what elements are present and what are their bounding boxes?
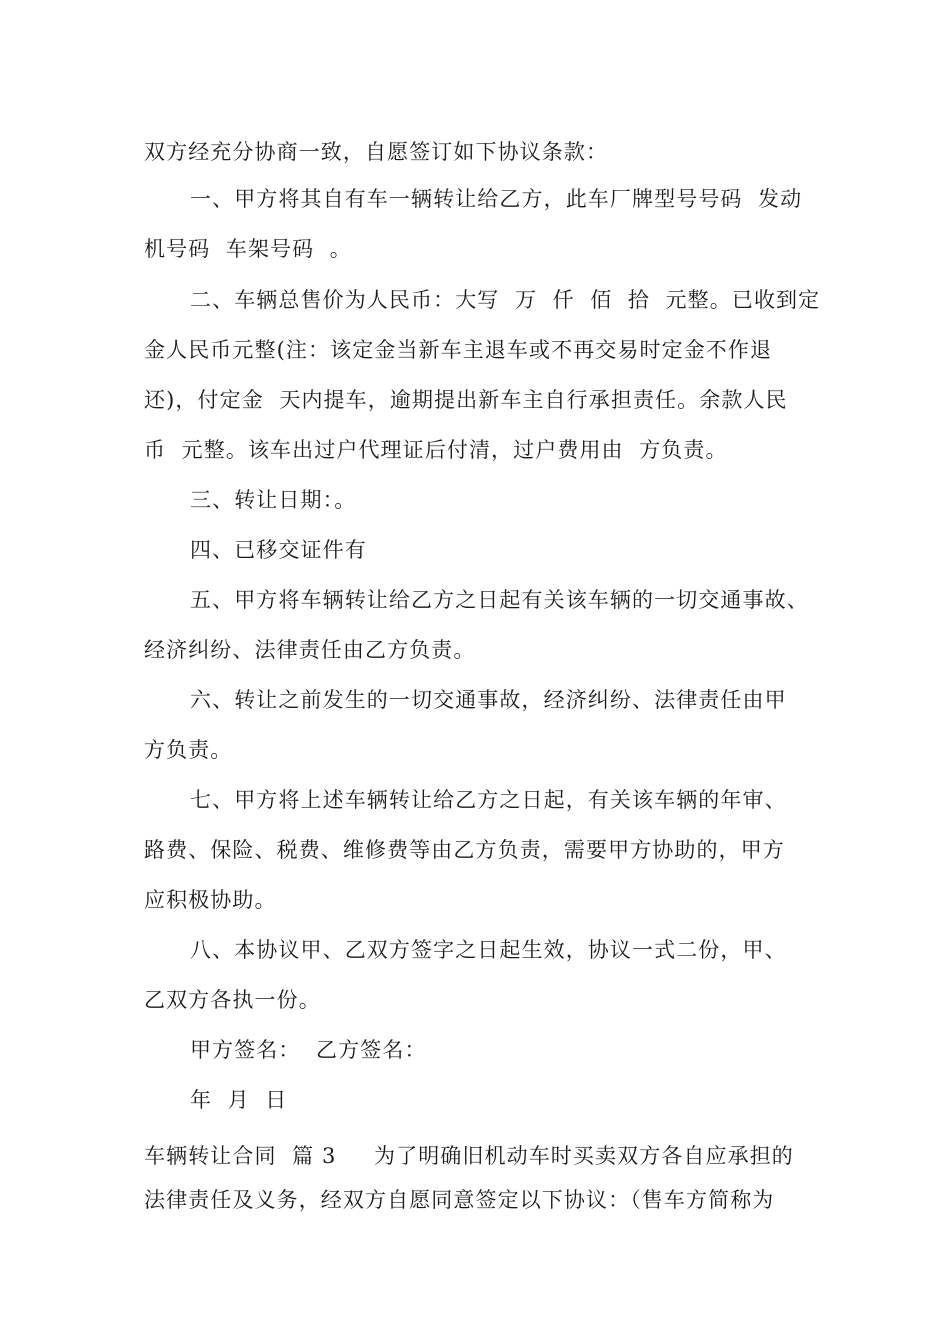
section-intro: 为了明确旧机动车时买卖双方各自应承担的 — [374, 1144, 794, 1168]
clause-2-line: 二、车辆总售价为人民币：大写 万 仟 佰 拾 元整。已收到定 — [190, 288, 821, 312]
paragraph-line: 法律责任及义务，经双方自愿同意签定以下协议：（售车方简称为 — [144, 1188, 775, 1212]
clause-5-line: 经济纠纷、法律责任由乙方负责。 — [144, 638, 476, 662]
clause-8-line: 乙双方各执一份。 — [144, 988, 321, 1012]
clause-7-line: 七、甲方将上述车辆转让给乙方之日起，有关该车辆的年审、 — [190, 788, 787, 812]
clause-2-line: 币 元整。该车出过户代理证后付清，过户费用由 方负责。 — [144, 438, 728, 462]
clause-5-line: 五、甲方将车辆转让给乙方之日起有关该车辆的一切交通事故、 — [190, 588, 809, 612]
clause-8-line: 八、本协议甲、乙双方签字之日起生效，协议一式二份，甲、 — [190, 938, 787, 962]
clause-2-line: 金人民币元整(注：该定金当新车主退车或不再交易时定金不作退 — [144, 338, 773, 362]
date-line: 年 月 日 — [190, 1088, 288, 1112]
clause-7-line: 路费、保险、税费、维修费等由乙方负责，需要甲方协助的，甲方 — [144, 838, 785, 862]
clause-1-line: 一、甲方将其自有车一辆转让给乙方，此车厂牌型号号码 发动 — [190, 187, 803, 211]
clause-2-line: 还)，付定金 天内提车，逾期提出新车主自行承担责任。余款人民 — [144, 388, 788, 412]
clause-4-line: 四、已移交证件有 — [190, 538, 367, 562]
clause-6-line: 六、转让之前发生的一切交通事故，经济纠纷、法律责任由甲 — [190, 688, 787, 712]
paragraph-line: 双方经充分协商一致，自愿签订如下协议条款： — [144, 140, 609, 164]
clause-7-line: 应积极协助。 — [144, 888, 277, 912]
clause-3-line: 三、转让日期：。 — [190, 488, 357, 512]
signature-line: 甲方签名： 乙方签名： — [190, 1038, 427, 1062]
clause-6-line: 方负责。 — [144, 738, 233, 762]
section-title: 车辆转让合同 篇 3 — [144, 1144, 337, 1168]
clause-1-line: 机号码 车架号码 。 — [144, 237, 352, 261]
